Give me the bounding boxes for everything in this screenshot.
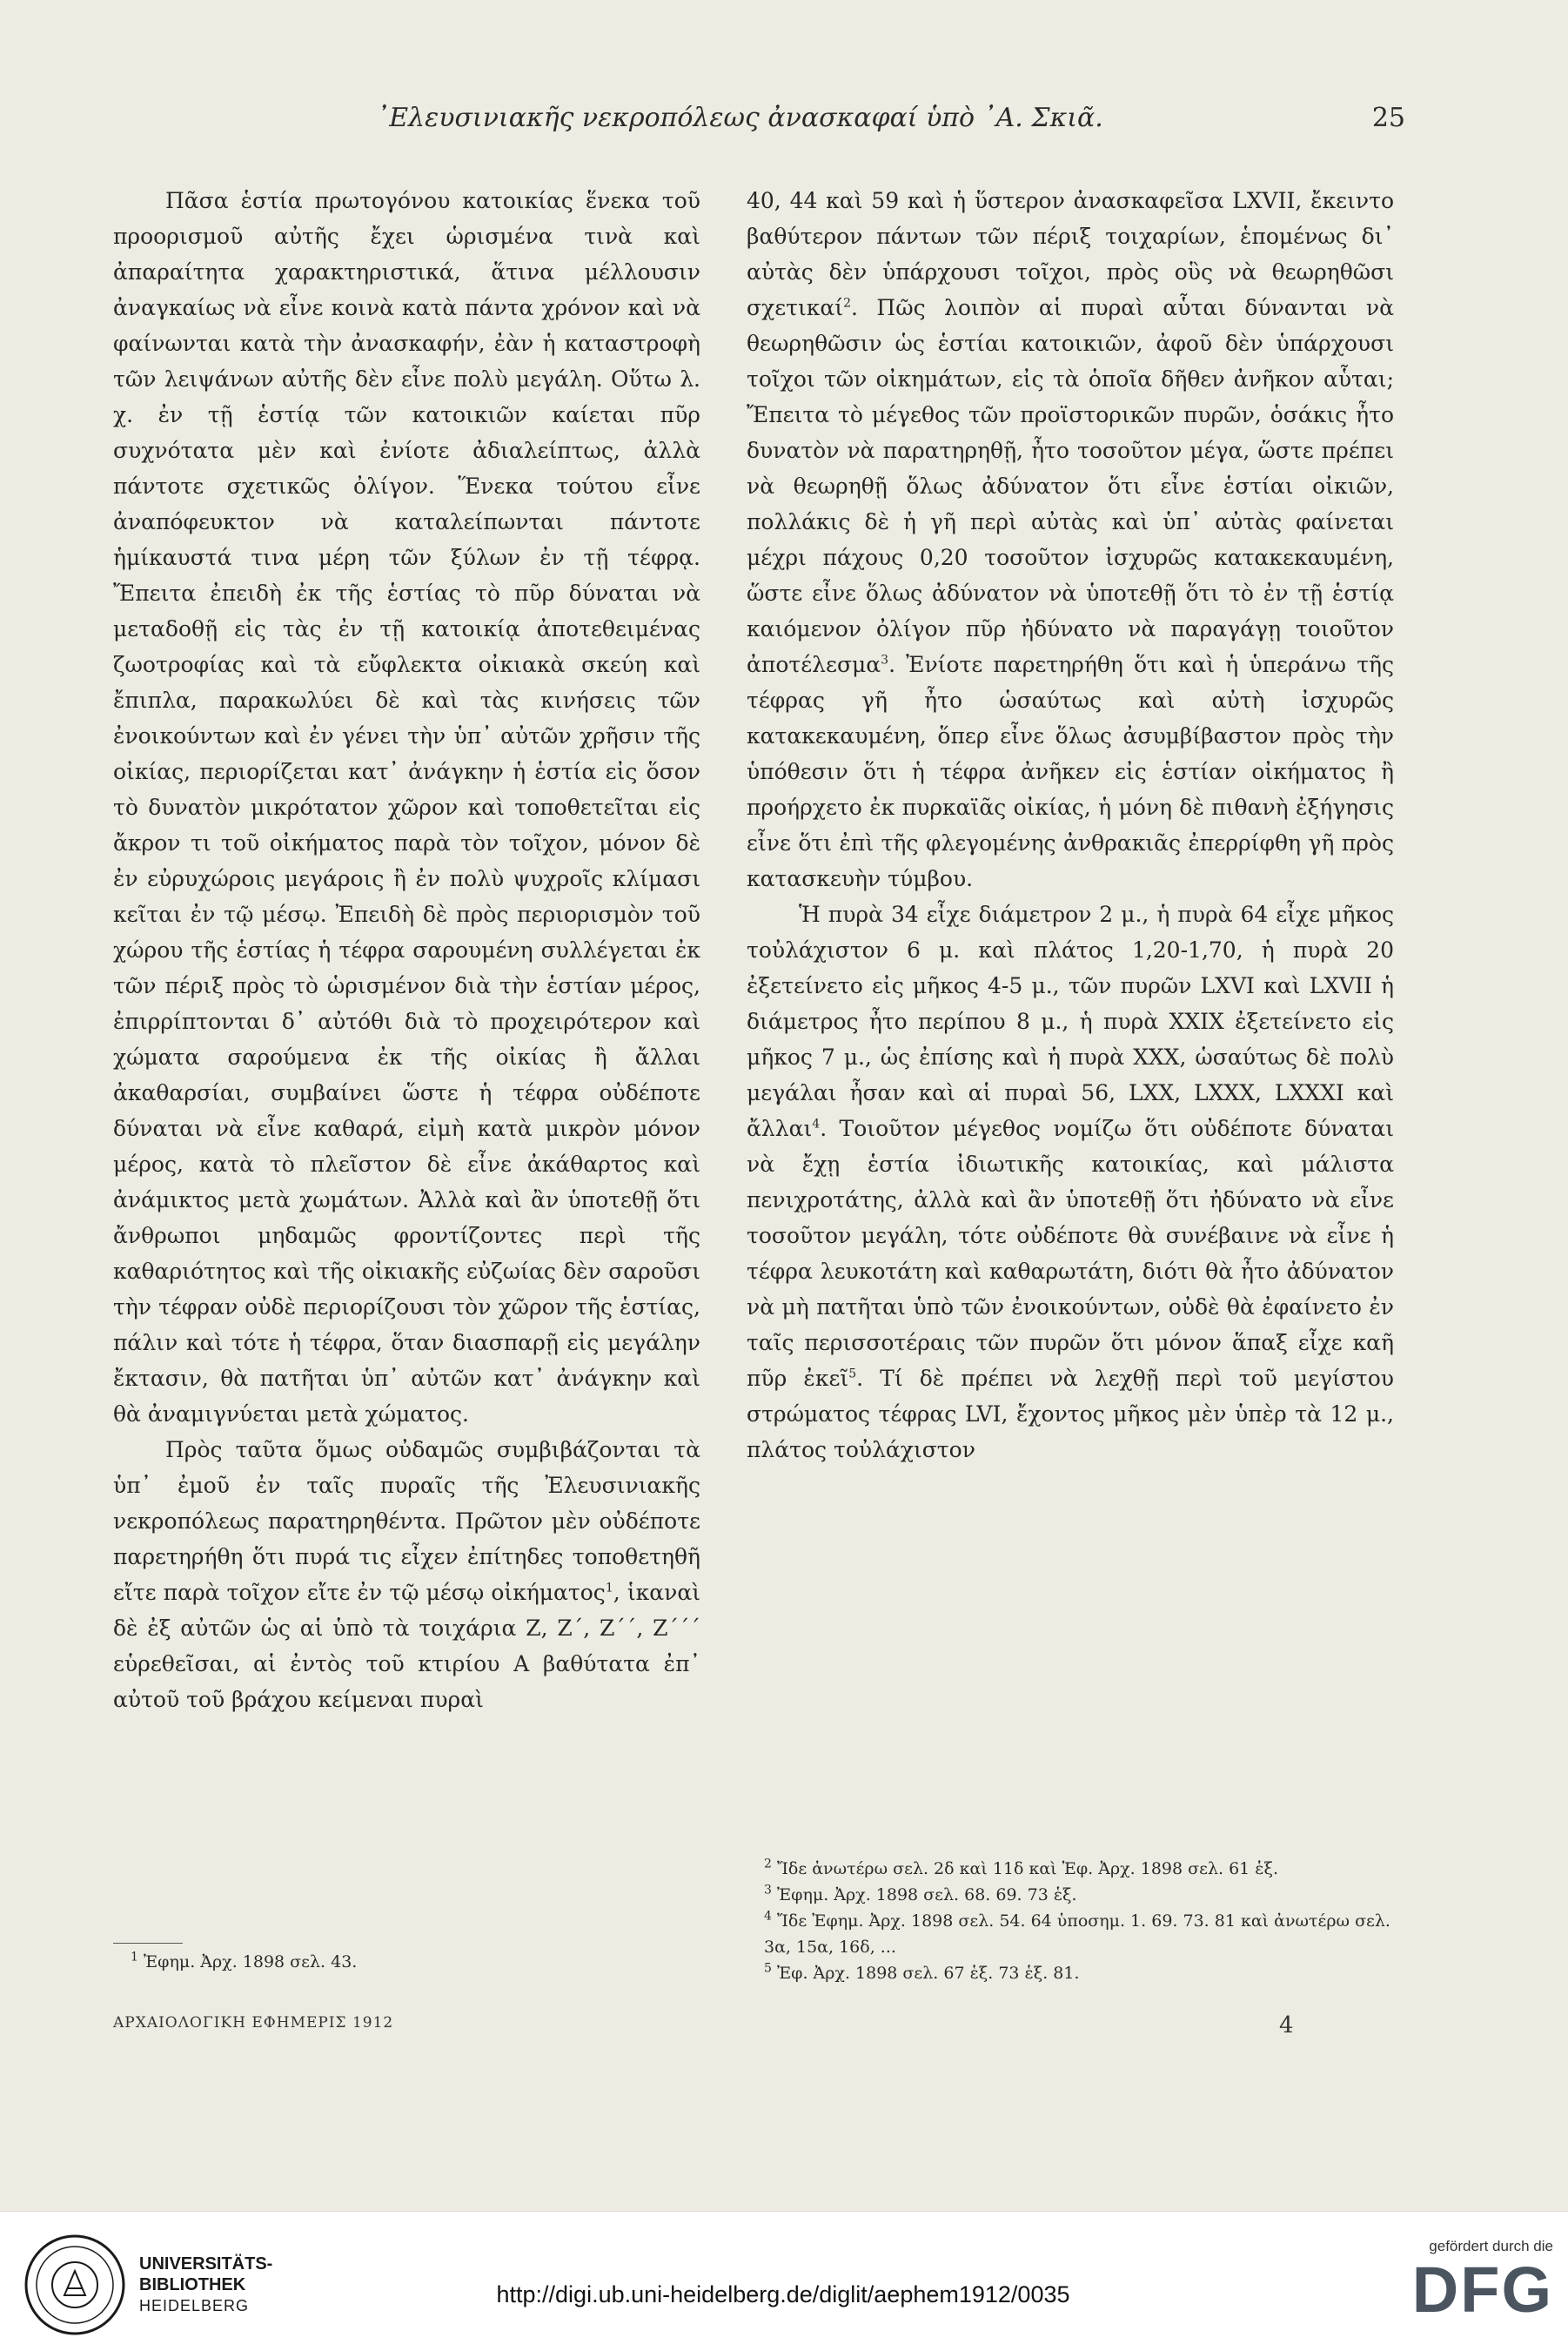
footnote-5: [764, 1960, 1390, 1986]
right-paragraph-2a: Ἡ πυρὰ 34 εἶχε διάμετρον 2 μ., ἡ πυρὰ 64 εἶχε μῆκος τοὐλάχιστον 6 μ. καὶ πλάτος 1,20-1,70, ἡ πυρὰ 20 ἐξετείνετο εἰς μῆκος 4-5 μ., τῶν πυρῶν LXVI καὶ LXVII ἡ διάμετρος ἦτο περίπου 8 μ., ἡ πυρὰ XXIX ἐξετείνετο εἰς μῆκος 7 μ., ὡς ἐπίσης καὶ ἡ πυρὰ XXX, ὡσαύτως δὲ πολὺ μεγάλαι ἦσαν καὶ αἱ πυραὶ 56, LXX, LXXX, LXXXI καὶ ἄλλαι: [747, 902, 1394, 1141]
footnote-mark: 1: [131, 1950, 138, 1965]
page-number: 25: [1371, 103, 1405, 133]
footnote-text: Ἴδε Ἐφημ. Ἀρχ. 1898 σελ. 54. 64 ὑποσημ. 1. 69. 73. 81 καὶ ἀνωτέρω σελ. 3α, 15α, 16δ, ...: [764, 1911, 1390, 1957]
journal-footer: ΑΡΧΑΙΟΛΟΓΙΚΗ ΕΦΗΜΕΡΙΣ 1912: [113, 2014, 394, 2032]
left-column: [113, 183, 700, 1717]
footnote-mark: 3: [764, 1883, 772, 1898]
footnote-ref-4[interactable]: 4: [812, 1117, 821, 1132]
footnote-mark: 4: [764, 1909, 772, 1924]
right-paragraph-1: [747, 183, 1394, 897]
dfg-logo: DFG: [1411, 2254, 1553, 2326]
funder-block[interactable]: [1357, 2238, 1553, 2325]
footnote-text: Ἴδε ἀνωτέρω σελ. 2δ καὶ 11δ καὶ Ἐφ. Ἀρχ. 1898 σελ. 61 ἑξ.: [776, 1859, 1278, 1878]
right-paragraph-1a: 40, 44 καὶ 59 καὶ ἡ ὕστερον ἀνασκαφεῖσα LXVII, ἔκειντο βαθύτερον πάντων τῶν πέριξ τοιχαρίων, ἑπομένως δι᾽ αὐτὰς δὲν ὑπάρχουσι τοῖχοι, πρὸς οὓς νὰ θεωρηθῶσι σχετικαί: [747, 188, 1394, 320]
footnotes-left: [131, 1950, 687, 1974]
footnote-2: [764, 1856, 1390, 1882]
footnote-text: Ἐφημ. Ἀρχ. 1898 σελ. 68. 69. 73 ἑξ.: [776, 1885, 1077, 1904]
funder-note: gefördert durch die: [1429, 2238, 1553, 2254]
right-paragraph-2b: . Τοιοῦτον μέγεθος νομίζω ὅτι οὐδέποτε δύναται νὰ ἔχῃ ἑστία ἰδιωτικῆς κατοικίας, καὶ μάλιστα πενιχροτάτης, ἀλλὰ καὶ ἂν ὑποτεθῇ ὅτι ἠδύνατο νὰ εἶνε τοσοῦτον μεγάλη, τότε οὐδέποτε θὰ συνέβαινε νὰ εἶνε ἡ τέφρα λευκοτάτη καὶ καθαρωτάτη, διότι θὰ ἦτο ἀδύνατον νὰ μὴ πατῆται ὑπὸ τῶν ἐνοικούντων, οὐδὲ θὰ ἐφαίνετο ἐν ταῖς περισσοτέραις τῶν πυρῶν ὅτι μόνον ἅπαξ εἶχε καῆ πῦρ ἐκεῖ: [747, 1116, 1394, 1391]
signature-mark: 4: [1279, 2012, 1294, 2039]
footnote-text: Ἐφημ. Ἀρχ. 1898 σελ. 43.: [143, 1952, 358, 1971]
permalink-url[interactable]: http://digi.ub.uni-heidelberg.de/diglit/aephem1912/0035: [496, 2281, 1070, 2307]
right-paragraph-1c: . Ἐνίοτε παρετηρήθη ὅτι καὶ ἡ ὑπεράνω τῆς τέφρας γῆ ἦτο ὡσαύτως καὶ αὐτὴ ἰσχυρῶς κατακεκαυμένη, ὅπερ εἶνε ὅλως ἀσυμβίβαστον πρὸς τὴν ὑπόθεσιν ὅτι ἡ τέφρα ἀνῆκεν εἰς ἑστίαν οἰκήματος ἢ προήρχετο ἐκ πυρκαϊᾶς οἰκίας, ἡ μόνη δὲ πιθανὴ ἐξήγησις εἶνε ὅτι ἐπὶ τῆς φλεγομένης ἀνθρακιᾶς ἐπερρίφθη γῆ πρὸς κατασκευὴν τύμβου.: [747, 652, 1394, 891]
footnote-1: [131, 1950, 687, 1974]
footnote-text: Ἐφ. Ἀρχ. 1898 σελ. 67 ἑξ. 73 ἑξ. 81.: [776, 1964, 1080, 1983]
left-paragraph-2: [113, 1432, 700, 1717]
library-line-1: UNIVERSITÄTS-: [139, 2254, 273, 2274]
footnote-4: [764, 1908, 1390, 1960]
left-paragraph-1: Πᾶσα ἑστία πρωτογόνου κατοικίας ἕνεκα τοῦ προορισμοῦ αὐτῆς ἔχει ὡρισμένα τινὰ καὶ ἀπαραίτητα χαρακτηριστικά, ἅτινα μέλλουσιν ἀναγκαίως νὰ εἶνε κοινὰ κατὰ πάντα χρόνον καὶ νὰ φαίνωνται κατὰ τὴν ἀνασκαφήν, ἐὰν ἡ καταστροφὴ τῶν λειψάνων αὐτῆς δὲν εἶνε πολὺ μεγάλη. Οὕτω λ. χ. ἐν τῇ ἑστίᾳ τῶν κατοικιῶν καίεται πῦρ συχνότατα μὲν καὶ ἐνίοτε ἀδιαλείπτως, ἀλλὰ πάντοτε σχετικῶς ὀλίγον. Ἕνεκα τούτου εἶνε ἀναπόφευκτον νὰ καταλείπωνται πάντοτε ἡμίκαυστά τινα μέρη τῶν ξύλων ἐν τῇ τέφρᾳ. Ἔπειτα ἐπειδὴ ἐκ τῆς ἑστίας τὸ πῦρ δύναται νὰ μεταδοθῇ εἰς τὰς ἐν τῇ κατοικίᾳ ἀποτεθειμένας ζωοτροφίας καὶ τὰ εὔφλεκτα οἰκιακὰ σκεύη καὶ ἔπιπλα, παρακωλύει δὲ καὶ τὰς κινήσεις τῶν ἐνοικούντων καὶ ἐν γένει τὴν ὑπ᾽ αὐτῶν χρῆσιν τῆς οἰκίας, περιορίζεται κατ᾽ ἀνάγκην ἡ ἑστία εἰς ὅσον τὸ δυνατὸν μικρότατον χῶρον καὶ τοποθετεῖται εἰς ἄκρον τι τοῦ οἰκήματος παρὰ τὸν τοῖχον, μόνον δὲ ἐν εὐρυχώροις μεγάροις ἢ ἐν πολὺ ψυχροῖς κλίμασι κεῖται ἐν τῷ μέσῳ. Ἐπειδὴ δὲ πρὸς περιορισμὸν τοῦ χώρου τῆς ἑστίας ἡ τέφρα σαρουμένη συλλέγεται ἐκ τῶν πέριξ πρὸς τὸ ὡρισμένον διὰ τὴν ἑστίαν μέρος, ἐπιρρίπτονται δ᾽ αὐτόθι διὰ τὸ προχειρότερον καὶ χώματα σαρούμενα ἐκ τῆς οἰκίας ἢ ἄλλαι ἀκαθαρσίαι, συμβαίνει ὥστε ἡ τέφρα οὐδέποτε δύναται νὰ εἶνε καθαρά, εἰμὴ κατὰ μικρὸν μόνον μέρος, κατὰ τὸ πλεῖστον δὲ εἶνε ἀκάθαρτος καὶ ἀνάμικτος μετὰ χωμάτων. Ἀλλὰ καὶ ἂν ὑποτεθῇ ὅτι ἄνθρωποι μηδαμῶς φροντίζοντες περὶ τῆς καθαριότητος καὶ τῆς οἰκιακῆς εὐζωίας δὲν σαροῦσι τὴν τέφραν οὐδὲ περιορίζουσι τὸν χῶρον τῆς ἑστίας, πάλιν καὶ τότε ἡ τέφρα, ὅταν διασπαρῇ εἰς μεγάλην ἔκτασιν, θὰ πατῆται ὑπ᾽ αὐτῶν κατ᾽ ἀνάγκην καὶ θὰ ἀναμιγνύεται μετὰ χώματος.: [113, 188, 700, 1427]
university-seal-icon[interactable]: [23, 2233, 127, 2337]
right-paragraph-2: [747, 897, 1394, 1468]
running-title: ᾽Ελευσινιακῆς νεκροπόλεως ἀνασκαφαί ὑπὸ ᾽Α. Σκιᾶ.: [376, 103, 1103, 133]
left-paragraph-2-end: , ἱκαναὶ δὲ ἐξ αὐτῶν ὡς αἱ ὑπὸ τὰ τοιχάρια Ζ, Ζ΄, Ζ΄΄, Ζ΄΄΄ εὑρεθεῖσαι, αἱ ἐντὸς τοῦ κτιρίου Α βαθύτατα ἐπ᾽ αὐτοῦ τοῦ βράχου κείμεναι πυραὶ: [113, 1580, 701, 1712]
footnote-3: [764, 1882, 1390, 1908]
right-paragraph-1b: . Πῶς λοιπὸν αἱ πυραὶ αὗται δύνανται νὰ θεωρηθῶσιν ὡς ἑστίαι κατοικιῶν, ἀφοῦ δὲν ὑπάρχουσι τοῖχοι τῶν οἰκημάτων, εἰς τὰ ὁποῖα δῆθεν ἀνῆκον αὗται; Ἔπειτα τὸ μέγεθος τῶν προϊστορικῶν πυρῶν, ὁσάκις ἦτο δυνατὸν νὰ παρατηρηθῇ, ἦτο τοσοῦτον μέγα, ὥστε πρέπει νὰ θεωρηθῇ ὅλως ἀδύνατον ὅτι εἶνε ἑστίαι οἰκιῶν, πολλάκις δὲ ἡ γῆ περὶ αὐτὰς καὶ ὑπ᾽ αὐτὰς φαίνεται μέχρι πάχους 0,20 τοσοῦτον ἰσχυρῶς κατακεκαυμένη, ὥστε εἶνε ὅλως ἀδύνατον νὰ ὑποτεθῇ ὅτι τὸ ἐν τῇ ἑστίᾳ καιόμενον ὀλίγον πῦρ ἠδύνατο νὰ παραγάγῃ τοιοῦτον ἀποτέλεσμα: [747, 295, 1394, 677]
footnote-rule: [113, 1943, 183, 1944]
footnotes-right: [764, 1856, 1390, 1986]
library-line-2: BIBLIOTHEK: [139, 2275, 246, 2294]
left-paragraph-2-text: Πρὸς ταῦτα ὅμως οὐδαμῶς συμβιβάζονται τὰ ὑπ᾽ ἐμοῦ ἐν ταῖς πυραῖς τῆς Ἐλευσινιακῆς νεκροπόλεως παρατηρηθέντα. Πρῶτον μὲν οὐδέποτε παρετηρήθη ὅτι πυρά τις εἶχεν ἐπίτηδες τοποθετηθῆ εἴτε παρὰ τοῖχον εἴτε ἐν τῷ μέσῳ οἰκήματος: [113, 1437, 700, 1605]
footnote-ref-3[interactable]: 3: [881, 653, 889, 668]
viewer-bottom-bar: [0, 2211, 1568, 2351]
footnote-mark: 5: [764, 1961, 772, 1976]
right-column: [747, 183, 1394, 1468]
footnote-mark: 2: [764, 1857, 772, 1871]
library-line-3: HEIDELBERG: [139, 2297, 250, 2314]
right-paragraph-2c: . Τί δὲ πρέπει νὰ λεχθῇ περὶ τοῦ μεγίστου στρώματος τέφρας LVI, ἔχοντος μῆκος μὲν ὑπὲρ τὰ 12 μ., πλάτος τοὐλάχιστον: [747, 1366, 1394, 1462]
library-name[interactable]: [139, 2254, 383, 2316]
footnote-ref-2[interactable]: 2: [843, 296, 852, 311]
footnote-ref-1[interactable]: 1: [605, 1581, 613, 1595]
footnote-ref-5[interactable]: 5: [848, 1367, 857, 1381]
